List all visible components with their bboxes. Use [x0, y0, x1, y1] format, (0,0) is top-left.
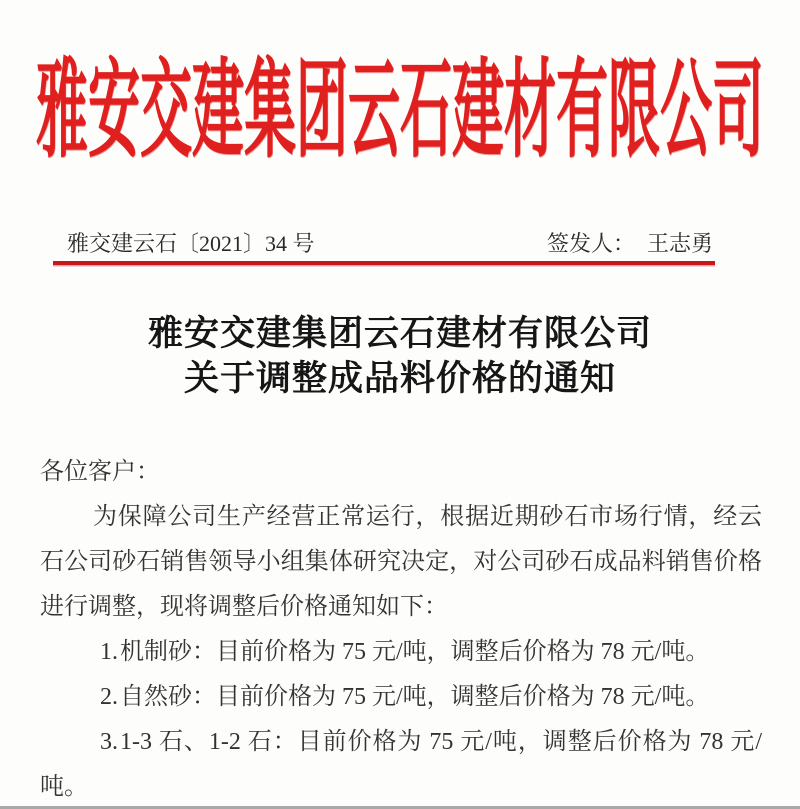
document-title [0, 311, 800, 401]
price-item-1-text: 机制砂：目前价格为 75 元/吨，调整后价格为 78 元/吨。 [120, 639, 710, 665]
letterhead-company-name: 雅安交建集团云石建材有限公司 [35, 53, 764, 171]
intro-paragraph: 为保障公司生产经营正常运行，根据近期砂石市场行情，经云石公司砂石销售领导小组集体研究决定，对公司砂石成品料销售价格进行调整，现将调整后价格通知如下： [40, 504, 762, 620]
issuer-label: 签发人： [546, 231, 635, 256]
document-body [40, 450, 762, 809]
document-title-line1: 雅安交建集团云石建材有限公司 [147, 314, 652, 353]
price-item-3-number: 3. [100, 729, 118, 755]
salutation: 各位客户： [40, 459, 160, 485]
issuer [547, 227, 713, 258]
price-item-3-text: 1-3 石、1-2 石：目前价格为 75 元/吨，调整后价格为 78 元/吨。 [40, 729, 762, 800]
price-item-2 [40, 675, 762, 720]
price-item-2-number: 2. [100, 684, 118, 710]
doc-meta-row [67, 227, 713, 258]
price-item-1-number: 1. [100, 639, 118, 665]
doc-number: 雅交建云石〔2021〕34 号 [67, 231, 315, 256]
document-title-line2: 关于调整成品料价格的通知 [183, 359, 616, 398]
price-item-2-text: 自然砂：目前价格为 75 元/吨，调整后价格为 78 元/吨。 [120, 684, 710, 710]
letterhead [0, 36, 800, 171]
red-divider-line [53, 261, 715, 265]
price-item-3 [40, 720, 762, 809]
price-item-1 [40, 630, 762, 675]
issuer-name: 王志勇 [646, 231, 713, 256]
